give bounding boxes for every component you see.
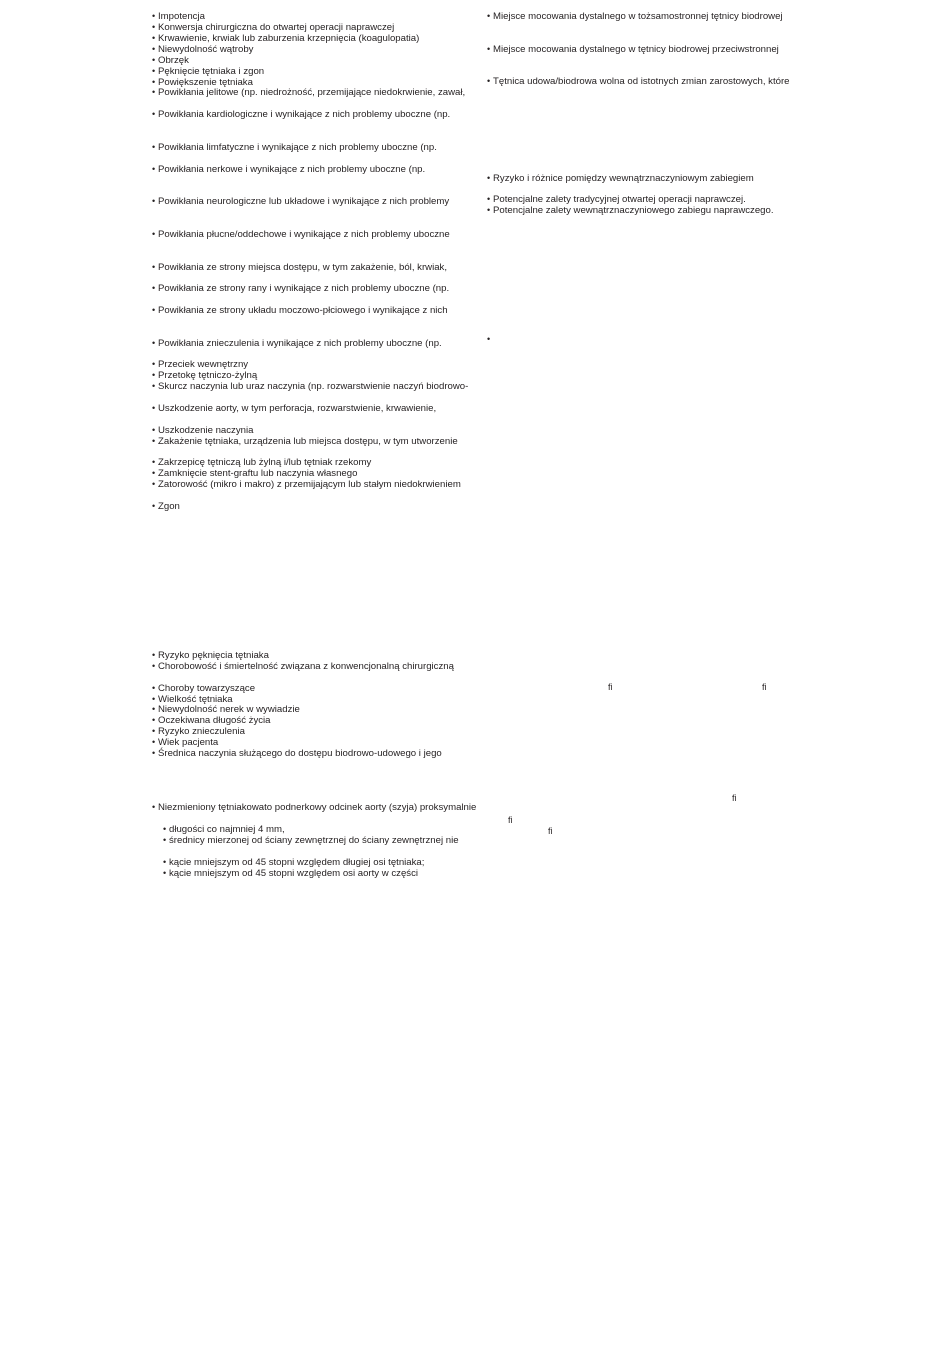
ligature-fragment: fi [732, 793, 737, 803]
ligature-fragment: fi [508, 815, 513, 825]
ligature-fragment: fi [608, 682, 613, 692]
ligature-fragment: fi [762, 682, 767, 692]
ligature-fragment: fi [548, 826, 553, 836]
